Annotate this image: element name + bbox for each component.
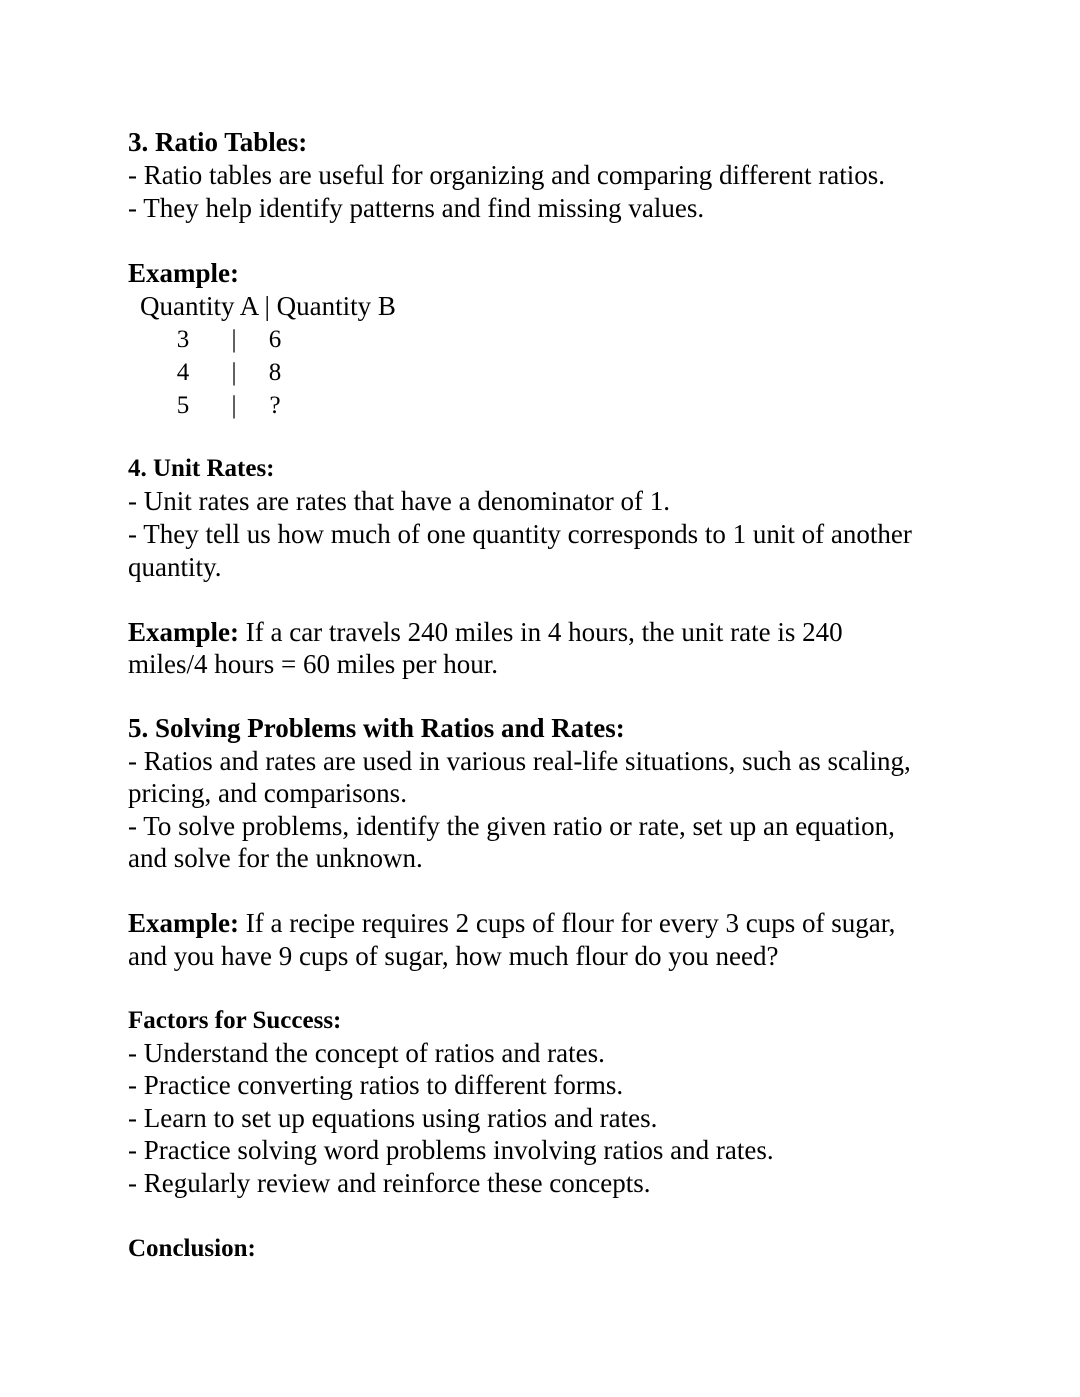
example-label: Example: xyxy=(128,258,239,288)
quantity-b-value: 8 xyxy=(268,359,282,386)
quantity-a-value: 5 xyxy=(176,392,190,419)
column-separator: | xyxy=(231,392,237,419)
example-label: Example: xyxy=(128,908,239,938)
column-separator: | xyxy=(231,359,237,386)
quantity-a-value: 4 xyxy=(176,359,190,386)
bullet-line: - To solve problems, identify the given ratio or rate, set up an equation, xyxy=(128,811,895,841)
ratio-table-header: Quantity A | Quantity B xyxy=(140,291,396,321)
example-text: miles/4 hours = 60 miles per hour. xyxy=(128,649,498,679)
example-text: If a car travels 240 miles in 4 hours, the unit rate is 240 xyxy=(239,617,843,647)
bullet-line: - Ratios and rates are used in various real-life situations, such as scaling, xyxy=(128,746,911,776)
example-text: If a recipe requires 2 cups of flour for every 3 cups of sugar, xyxy=(239,908,896,938)
example-paragraph xyxy=(128,907,895,940)
bullet-line: - They help identify patterns and find missing values. xyxy=(128,193,705,223)
column-separator: | xyxy=(231,326,237,353)
bullet-line: and solve for the unknown. xyxy=(128,843,423,873)
bullet-line: - Unit rates are rates that have a denominator of 1. xyxy=(128,486,671,516)
quantity-b-value: 6 xyxy=(268,326,282,353)
example-text: and you have 9 cups of sugar, how much flour do you need? xyxy=(128,941,779,971)
bullet-line: pricing, and comparisons. xyxy=(128,778,407,808)
section-heading-ratio-tables: 3. Ratio Tables: xyxy=(128,127,308,157)
bullet-line: - Understand the concept of ratios and rates. xyxy=(128,1038,605,1068)
bullet-line: - Regularly review and reinforce these concepts. xyxy=(128,1168,651,1198)
section-heading-solving-problems: 5. Solving Problems with Ratios and Rates: xyxy=(128,713,625,743)
ratio-table xyxy=(140,290,396,422)
quantity-a-value: 3 xyxy=(176,326,190,353)
section-heading-unit-rates: 4. Unit Rates: xyxy=(128,455,275,482)
bullet-line: - Ratio tables are useful for organizing and comparing different ratios. xyxy=(128,160,886,190)
bullet-line: - Learn to set up equations using ratios and rates. xyxy=(128,1103,658,1133)
section-heading-factors: Factors for Success: xyxy=(128,1007,342,1034)
ratio-table-row xyxy=(140,323,396,356)
section-heading-conclusion: Conclusion: xyxy=(128,1235,256,1262)
example-label: Example: xyxy=(128,617,239,647)
bullet-line: quantity. xyxy=(128,552,222,582)
bullet-line: - Practice solving word problems involving ratios and rates. xyxy=(128,1135,774,1165)
ratio-table-row xyxy=(140,356,396,389)
bullet-line: - They tell us how much of one quantity corresponds to 1 unit of another xyxy=(128,519,912,549)
quantity-b-value: ? xyxy=(269,392,281,419)
ratio-table-row xyxy=(140,389,396,422)
bullet-line: - Practice converting ratios to different forms. xyxy=(128,1070,624,1100)
example-paragraph xyxy=(128,616,843,649)
